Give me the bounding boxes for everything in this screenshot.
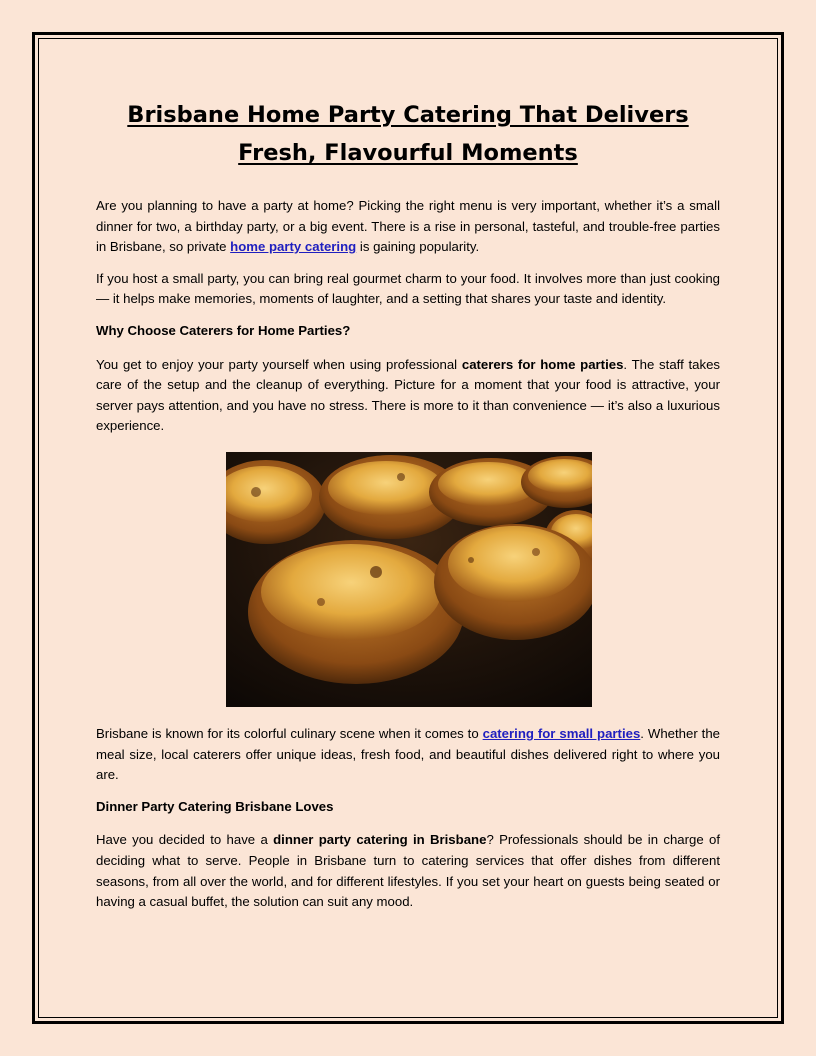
title-line-1: Brisbane Home Party Catering That Delivers — [127, 102, 689, 128]
catering-small-parties-link[interactable]: catering for small parties — [482, 725, 641, 741]
intro-paragraph — [96, 196, 720, 258]
intro-text-1: Are you planning to have a party at home? Picking the right menu is very important, whether it’s a small dinner for two, a birthday party, or a big event. There is a rise in personal, tasteful, and trouble-free parties in Brisbane, so private — [96, 198, 720, 255]
document-body — [96, 96, 720, 924]
caterers-text-2: . The staff takes care of the setup and the cleanup of everything. Picture for a moment that your food is attractive, your server pays attention, and you have no stress. There is more to it than convenience — it’s also a luxurious experience. — [96, 356, 721, 434]
brisbane-text-2: . Whether the meal size, local caterers offer unique ideas, fresh food, and beautiful dishes delivered right to where you are. — [96, 725, 721, 783]
page-title — [96, 96, 720, 172]
caterers-bold: caterers for home parties — [461, 356, 624, 372]
dinner-text-1: Have you decided to have a — [96, 832, 274, 848]
brisbane-text-1: Brisbane is known for its colorful culinary scene when it comes to — [96, 725, 483, 741]
section-heading-why-choose: Why Choose Caterers for Home Parties? — [96, 322, 351, 338]
caterers-text-1: You get to enjoy your party yourself when using professional — [96, 356, 462, 372]
home-party-catering-link[interactable]: home party catering — [230, 239, 357, 255]
dinner-text-2: ? Professionals should be in charge of deciding what to serve. People in Brisbane turn to catering services that offer dishes from different seasons, from all over the world, and for different lifestyles. If you set your heart on guests being seated or having a casual buffet, the solution can suit any mood. — [96, 832, 720, 910]
gourmet-paragraph: If you host a small party, you can bring real gourmet charm to your food. It involves more than just cooking — it helps make memories, moments of laughter, and a setting that shares your taste and identity. — [96, 270, 720, 307]
dinner-party-paragraph — [96, 830, 720, 912]
intro-text-2: is gaining popularity. — [356, 239, 480, 255]
section-heading-dinner-party: Dinner Party Catering Brisbane Loves — [96, 798, 334, 814]
dinner-bold: dinner party catering in Brisbane — [273, 832, 487, 848]
caterers-paragraph — [96, 355, 720, 437]
brisbane-paragraph — [96, 724, 720, 786]
title-line-2: Fresh, Flavourful Moments — [238, 140, 578, 166]
custard-tarts-photo — [226, 452, 592, 707]
